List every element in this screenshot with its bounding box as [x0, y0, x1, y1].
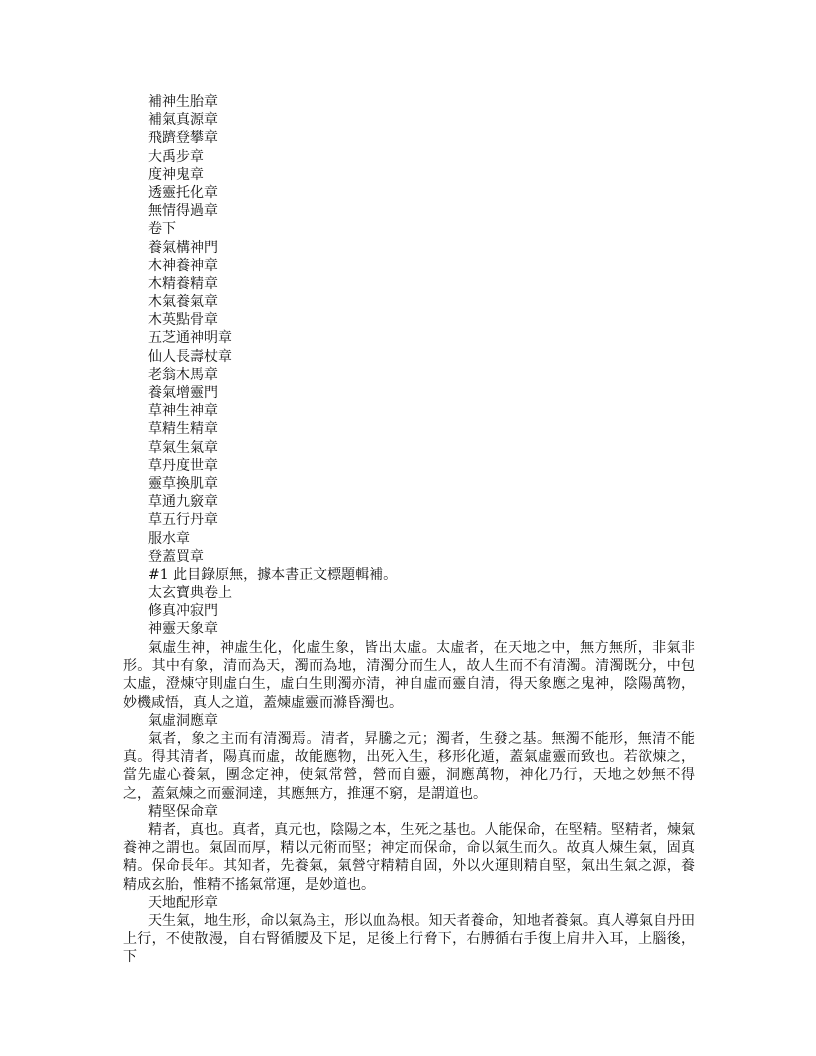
- toc-line: 登蓋買章: [148, 548, 204, 565]
- toc-line: 木神養神章: [148, 257, 218, 274]
- body-text: [123, 639, 695, 967]
- toc-line: 老翁木馬章: [148, 366, 218, 383]
- table-of-contents: [148, 93, 708, 639]
- toc-line: 飛躋登攀章: [148, 130, 218, 147]
- toc-line: 木氣養氣章: [148, 294, 218, 311]
- toc-line: 草通九竅章: [148, 494, 218, 511]
- chapter-heading: 天地配形章: [148, 894, 218, 911]
- paragraph: 氣者，象之主而有清濁焉。清者，昇騰之元；濁者，生發之基。無濁不能形，無清不能真。得其清者，陽真而虛，故能應物，出死入生，移形化遁，蓋氣虛靈而致也。若欲煉之，當先虛心養氣，團念定神，使氣常營，營而自靈，洞應萬物，神化乃行，天地之妙無不得之，蓋氣煉之而靈洞達，其應無方，推運不窮，是謂道也。: [123, 731, 695, 802]
- paragraph: 精者，真也。真者，真元也，陰陽之本，生死之基也。人能保命，在堅精。堅精者，煉氣養神之謂也。氣固而厚，精以元術而堅；神定而保命，命以氣生而久。故真人煉生氣，固真精。保命長年。其知者，先養氣，氣營守精精自固，外以火運則精自堅，氣出生氣之源，養精成玄胎，惟精不搖氣常運，是妙道也。: [123, 822, 695, 893]
- toc-line: 無情得過章: [148, 203, 218, 220]
- toc-line: 補氣真源章: [148, 112, 218, 129]
- toc-line: 五芝通神明章: [148, 330, 232, 347]
- toc-line: 養氣增靈門: [148, 385, 218, 401]
- toc-line: 木英點骨章: [148, 312, 218, 329]
- toc-line: 草氣生氣章: [148, 439, 218, 456]
- toc-line: 養氣構神門: [148, 239, 218, 256]
- chapter-heading: 氣虛洞應章: [148, 712, 218, 729]
- section-heading: 修真冲寂門: [148, 603, 218, 620]
- paragraph: 氣虛生神，神虛生化，化虛生象，皆出太虛。太虛者，在天地之中，無方無所，非氣非形。其中有象，清而為天，濁而為地，清濁分而生人，故人生而不有清濁。清濁既分，中包太虛，澄煉守則虛白生，虛白生則濁亦清，神自虛而靈自清，得天象應之鬼神，陰陽萬物，妙機咸悟，真人之道，蓋煉虛靈而滌昏濁也。: [123, 640, 695, 711]
- toc-line: 靈草換肌章: [148, 475, 218, 492]
- footnote: #1 此目錄原無，據本書正文標題輯補。: [148, 566, 398, 583]
- chapter-heading: 神靈天象章: [148, 621, 218, 638]
- toc-line: 草丹度世章: [148, 457, 218, 474]
- toc-line: 仙人長壽杖章: [148, 348, 232, 365]
- toc-line: 木精養精章: [148, 275, 218, 292]
- volume-heading: 卷下: [148, 221, 176, 238]
- toc-line: 草神生神章: [148, 403, 218, 420]
- toc-line: 草五行丹章: [148, 512, 218, 529]
- chapter-heading: 精堅保命章: [148, 803, 218, 820]
- toc-line: 度神鬼章: [148, 166, 204, 183]
- toc-line: 透靈托化章: [148, 184, 218, 201]
- paragraph: 天生氣，地生形，命以氣為主，形以血為根。知天者養命，知地者養氣。真人導氣自丹田上行，不使散漫，自右腎循腰及下足，足後上行脅下，右膊循右手復上肩井入耳，上腦後，下: [123, 913, 695, 966]
- toc-line: 補神生胎章: [148, 94, 218, 110]
- toc-line: 大禹步章: [148, 148, 204, 165]
- toc-line: 草精生精章: [148, 421, 218, 438]
- book-title: 太玄寶典卷上: [148, 585, 232, 602]
- toc-line: 服水章: [148, 530, 190, 547]
